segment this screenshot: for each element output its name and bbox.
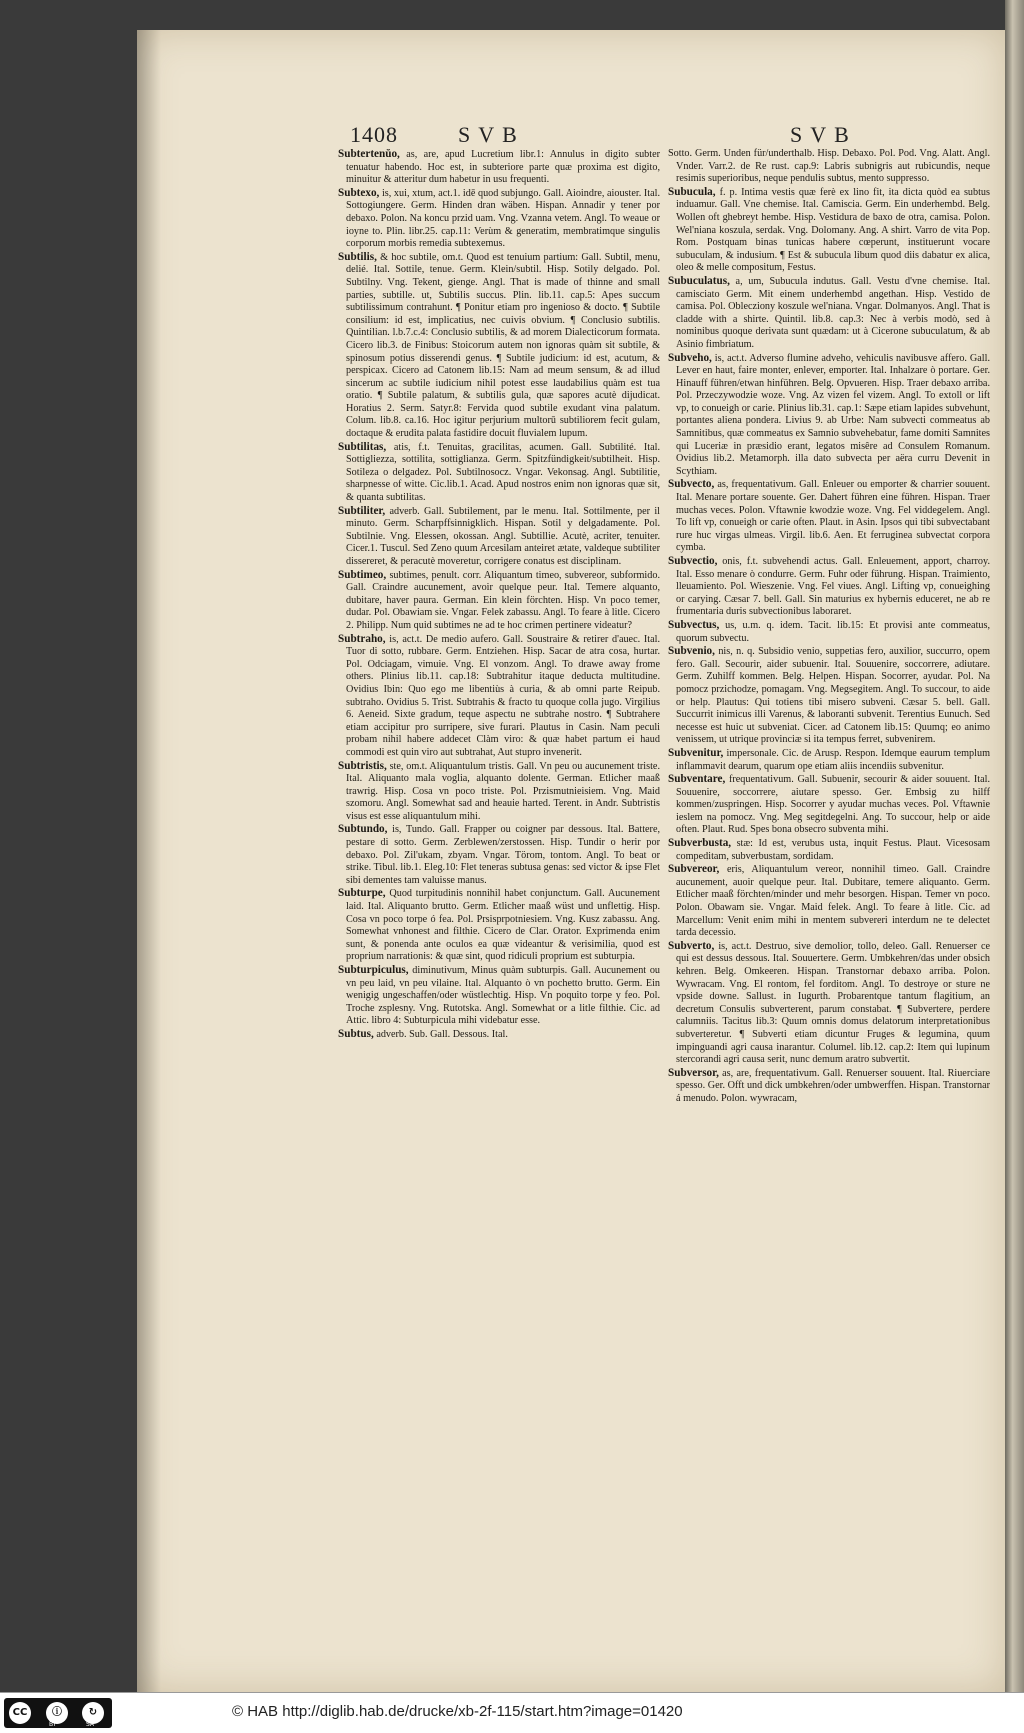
- spine-shadow: [137, 30, 161, 1692]
- entry-headword: Subtilis,: [338, 250, 377, 263]
- dictionary-entry: [668, 1067, 990, 1106]
- entry-text: onis, f.t. subvehendi actus. Gall. Enleuement, apport, charroy. Ital. Esso menare ò condurre. Germ. Fuhr oder führung. Hispan. Traimiento, lleuamiento. Pol. Wieszenie. Vng. Fel viues. Angl. Lifting vp, conueighing or carying. Cæsar 7. bell. Gall. Sin maturius ex hybernis educeret, ne ab re frumentaria duris subvectionibus laboraret.: [676, 556, 990, 618]
- source-credit-link[interactable]: © HAB http://diglib.hab.de/drucke/xb-2f-115/start.htm?image=01420: [232, 1703, 683, 1720]
- dictionary-entry: [338, 760, 660, 824]
- entry-text: adverb. Gall. Subtilement, par le menu. Ital. Sottilmente, per il minuto. Germ. Scharpffsinnigklich. Hispan. Sotil y delgadamente. Pol. Subtilnie. Vng. Elessen, okossan. Angl. Subtillie. Acutè, acriter, tenuiter. Cicer.1. Tuscul. Sed Zeno quum Arcesilam anteiret ætate, valdeque subtiliter dissereret, & peracutè moveretur, corrigere conatus est disciplinam.: [346, 505, 660, 567]
- share-alike-icon: ↻: [82, 1702, 104, 1724]
- dictionary-entry: [338, 887, 660, 964]
- entry-headword: Subtundo,: [338, 823, 388, 836]
- license-label-sa: SA: [86, 1721, 95, 1728]
- footer-bar: [0, 1692, 1024, 1733]
- entry-text: as, frequentativum. Gall. Enleuer ou emporter & charrier souuent. Ital. Menare portare souente. Ger. Dahert führen eine führen. Hispan. Traer muchas veces. Polon. Vftawnie kwodzie woze. Vng. Fel viddegelem. Angl. To lift vp, conueigh or carie often. Plaut. in Asin. Ipsos qui tibi subvectabant rure huc virgas ulmeas. Virgil. lib.6. Aen. Et ferruginea subvectat corpora cymba.: [676, 479, 990, 554]
- dictionary-entry: [668, 773, 990, 837]
- dictionary-entry: [338, 148, 660, 187]
- dictionary-entry: [668, 837, 990, 863]
- dictionary-entry: [668, 747, 990, 773]
- entry-text: is, xui, xtum, act.1. idē quod subjungo. Gall. Aioindre, aiouster. Ital. Sottogiungere. Germ. Hinden dran wäben. Hispan. Annadir y tener por debaxo. Polon. Na koncu przid uam. Vng. Vzanna vetem. Angl. To weaue or ioyne to. Plin. libr.25. cap.11: Verùm & generatim, membratimque singulis corporum morbis remedia subtexemus.: [346, 187, 660, 250]
- left-column: [338, 148, 660, 1380]
- entry-text: as, are, frequentativum. Gall. Renuerser souuent. Ital. Riuerciare spesso. Ger. Offt und dick umbkehren/oder umbwerffen. Hispan. Transtornar á menudo. Polon. wywracam,: [676, 1067, 990, 1104]
- entry-headword: Subverto,: [668, 939, 715, 952]
- entry-text: & hoc subtile, om.t. Quod est tenuium partium: Gall. Subtil, menu, delié. Ital. Sottile, tenue. Germ. Klein/subtil. Hisp. Sotily delgado. Pol. Subtilny. Vng. Tekent, gienge. Angl. That is made of thinne and small parties, subtille. ut, Subtilis succus. Plin. lib.11. cap.5: Apes succum subtilissimum contrahunt. ¶ Ponitur etiam pro ingenioso & docto. ¶ Subtile consilium: id est, implicatius, nec cuivis obvium. ¶ Conclusio subtilis. Quintilian. l.b.7.c.4: Conclusio subtilis, & ad morem Dialecticorum formata. Cicero lib.3. de Finibus: Stoicorum autem non ignoras quàm sit subtile, & spinosum potius disserendi genus. ¶ Subtile judicium: id est, acutum, & perspicax. Cicero ad Catonem lib.15: Nam ad meum sensum, & ad illud sincerum ac subtile iudicium nihil potest esse laudabilius quàm est tua oratio. ¶ Subtile palatum, & subtilis gula, quæ sapores acutè dijudicat. Horatius 2. Serm. Satyr.8: Fervida quod subtile exudant vina palatum. Colum. lib.8. ca.16. Hoc igitur perjurium multorū subtiliorem fecit gulam, doctaque & erudita palata fastidire docuit fluvialem lupum.: [346, 251, 660, 440]
- entry-text: frequentativum. Gall. Subuenir, secourir & aider souuent. Ital. Souuenire, soccorrere, aiutare spesso. Ger. Embsig zu hilff kommen/zuspringen. Hisp. Socorrer y ayudar muchas veces. Pol. Vftawnie ieslem na pomocz. Vng. Meg segitdegelni. Ang. To succour, help or aide often. Plaut. Rud. Spes bona obsecro subventa mihi.: [676, 774, 990, 836]
- entry-text: Sotto. Germ. Unden für/underthalb. Hisp. Debaxo. Pol. Pod. Vng. Alatt. Angl. Vnder. Varr.2. de Re rust. cap.9: Labris subnigris aut rubicundis, neque resimis superioribus, neque pendulis subtus, mento suppresso.: [668, 148, 990, 185]
- entry-text: f. p. Intima vestis quæ ferè ex lino fit, ita dicta quòd ea subtus induamur. Gall. Vne chemise. Ital. Camiscia. Germ. Ein underhembd. Belg. Wollen oft ghebreyt hembe. Hisp. Vestidura de baxo de otra, camisa. Polon. Wel'niana koszula, serdak. Vng. Dolomany. Ang. A shirt. Varro de vita Pop. Rom. Postquam binas tunicas habere cœperunt, instituerunt vocare subuculam, & indusium. ¶ Est & subucula libum quod diis dabatur ex alica, oleo & melle compositum, Festus.: [676, 186, 990, 274]
- license-badge[interactable]: [4, 1698, 112, 1728]
- entry-text: atis, f.t. Tenuitas, gracilitas, acumen. Gall. Subtilité. Ital. Sottigliezza, sottilita, sottiglianza. Germ. Spitzfündigkeit/subtilheit. Hisp. Sotileza o delgadez. Pol. Subtilnosocz. Vngar. Vekonsag. Angl. Subtilitie, sharpnesse of witte. Cic.lib.1. Acad. Apud nostros enim non ignoras quæ sit, & quanta subtilitas.: [346, 441, 660, 504]
- dictionary-entry: [668, 186, 990, 275]
- entry-text: diminutivum, Minus quàm subturpis. Gall. Aucunement ou vn peu laid, vn peu vilaine. Ital. Alquanto ò vn pochetto brutto. Germ. Ein wenigig ungeschaffen/oder wüstlechtig. Hisp. Vn poquito torpe y feo. Pol. Troche zsplesny. Vng. Rutotska. Angl. Somewhat or a litle filthie. Cic. ad Attic. libro 4: Subturpicula mihi videbatur esse.: [346, 965, 660, 1027]
- entry-headword: Subvecto,: [668, 478, 715, 491]
- entry-headword: Subuculatus,: [668, 274, 730, 287]
- entry-headword: Subvectio,: [668, 555, 718, 567]
- attribution-icon: ⓘ: [46, 1702, 68, 1724]
- dictionary-entry: [338, 569, 660, 633]
- dictionary-entry: [338, 964, 660, 1028]
- dictionary-entry: [338, 251, 660, 441]
- entry-headword: Subturpiculus,: [338, 964, 409, 976]
- dictionary-entry: [338, 505, 660, 569]
- right-column: [668, 148, 990, 1370]
- entry-text: eris, Aliquantulum vereor, nonnihil timeo. Gall. Craindre aucunement, auoir quelque peur. Ital. Dubitare, temere aliquanto. Germ. Etlicher maaß förchten/minder und mehr besorgen. Hispan. Temer vn poco. Polon. Obawam sie. Vngar. Maid felek. Angl. To feare à litle. Cic. ad Marcellum: Venit enim mihi in mentem subvereri interdum ne te delectet tarda decessio.: [676, 864, 990, 939]
- dictionary-entry: [668, 940, 990, 1067]
- license-label-by: BY: [49, 1721, 57, 1728]
- entry-headword: Subtristis,: [338, 759, 387, 772]
- page-number: 1408: [350, 122, 398, 147]
- entry-text: is, act.t. Adverso flumine adveho, vehiculis navibusve affero. Gall. Lever en haut, faire monter, enlever, emporter. Ital. Inhalzare ò portare. Ger. Hinauff führen/etwan hinführen. Belg. Opvueren. Hisp. Traer debaxo arriba. Pol. Przeczywodzie woze. Vng. Az vizen fel vizem. Angl. To extoll or lift vp, to conueigh or carie. Plinius lib.31. cap.1: Sæpe etiam lapides subvehunt, portantes aliena pondera. Livius 9. ab Urbe: Nam subvecti commeatus ab Samnitibus, quæ commeatus ex Samnio subvehebatur, fame domiti Samnites qui Luceriæ in præsidio erant, legatos misêre ad Consulem Romanum. Ovidius lib.2. Metamorph. illa dato subvecta per aëra curru Devenit in Scythiam.: [676, 352, 990, 477]
- entry-text: us, u.m. q. idem. Tacit. lib.15: Et provisi ante commeatus, quorum subvectu.: [676, 619, 990, 644]
- entry-text: is, act.t. De medio aufero. Gall. Soustraire & retirer d'auec. Ital. Tuor di sotto, rubbare. Germ. Entziehen. Hisp. Sacar de atra cosa, hurtar. Pol. Odciagam, vimuie. Vng. El vonzom. Angl. To drawe away frome others. Plinius lib.11. cap.18: Subtrahitur itaque deducta multitudine. Ovidius Ibin: Quo ego me libentiùs à curia, & ab omni parte Reipub. subtraho. Ovidius 5. Trist. Subtrahis & fracto tu quoque colla jugo. Virgilius 6. Aeneid. Sixte gradum, teque aspectu ne subtrahe nostro. ¶ Subtrahere etiam accipitur pro surripere, sive furari. Plautus in Casin. Nam peculi probam nihil habere addecet Clàm viro: & quæ habet partum ei haud commodi est quin viro aut subtrahat, Aut stupro invenerit.: [346, 633, 660, 758]
- entry-text: adverb. Sub. Gall. Dessous. Ital.: [376, 1028, 508, 1040]
- dictionary-entry: [668, 863, 990, 940]
- dictionary-entry: [668, 645, 990, 747]
- running-head-left: SVB: [458, 122, 525, 147]
- entry-text: ste, om.t. Aliquantulum tristis. Gall. Vn peu ou aucunement triste. Ital. Aliquanto mala voglia, alquanto dolente. German. Etlicher maaß trawrig. Hisp. Cosa vn poco triste. Pol. Przismutnieisiem. Vng. Maid szomoru. Angl. Somewhat sad and heauie harted. Terent. in Andr. Subtristis visus est esse aliquantulum mihi.: [346, 760, 660, 822]
- entry-text: as, are, apud Lucretium libr.1: Annulus in digito subter tenuatur habendo. Hoc est, in subteriore parte quæ proxima est digito, minuitur & atteritur dum habetur in usu frequenti.: [346, 149, 660, 186]
- entry-headword: Subvenitur,: [668, 746, 724, 759]
- dictionary-entry: [668, 352, 990, 479]
- entry-headword: Subtimeo,: [338, 568, 387, 581]
- page-edge: [1005, 0, 1024, 1692]
- dictionary-entry: [338, 823, 660, 887]
- entry-headword: Subvectus,: [668, 618, 720, 631]
- cc-icon: CC: [9, 1702, 31, 1724]
- entry-headword: Subturpe,: [338, 887, 386, 900]
- entry-headword: Subtilitas,: [338, 440, 387, 453]
- dictionary-entry: [668, 275, 990, 352]
- entry-headword: Subtraho,: [338, 632, 386, 645]
- entry-headword: Subversor,: [668, 1066, 719, 1079]
- entry-headword: Subtiliter,: [338, 504, 386, 517]
- entry-text: Quod turpitudinis nonnihil habet conjunctum. Gall. Aucunement laid. Ital. Aliquanto brutto. Germ. Etlicher maaß wüst und unflettig. Hisp. Cosa vn poco torpe ó fea. Pol. Prsisprpotniesiem. Vng. Kusz zabassu. Ang. Somewhat vnhonest and filthie. Cicero de Clar. Orator. Exprimenda enim sunt, & ponenda ante oculos ea quæ videantur & verisimilia, quod est proprium narrationis: & quæ sint, quod ridiculi proprium est subturpia.: [346, 888, 660, 963]
- dictionary-entry: [338, 633, 660, 760]
- entry-headword: Subtertenŭo,: [338, 148, 400, 160]
- entry-headword: Subvenio,: [668, 645, 715, 658]
- dictionary-entry: [668, 555, 990, 619]
- entry-text: stæ: Id est, verubus usta, inquit Festus. Plaut. Vicesosam compeditam, subverbustam, sordidam.: [676, 838, 990, 862]
- entry-text: impersonale. Cic. de Arusp. Respon. Idemque eaurum templum inflammavit dearum, quarum ope etiam aliis incendiis subvenitur.: [676, 747, 990, 772]
- dictionary-entry: [338, 1028, 660, 1042]
- entry-headword: Subveho,: [668, 351, 712, 364]
- dictionary-entry: [338, 187, 660, 251]
- entry-text: subtimes, penult. corr. Aliquantum timeo, subvereor, subformido. Gall. Craindre aucunement, avoir quelque peur. Ital. Temere alquanto, dubitare, haver paura. German. Ein klein förchten. Hisp. Vn poco temer, dudar. Pol. Obawiam sie. Vngar. Felek zabassu. Angl. To feare à litle. Cicero 2. Philipp. Num quid subtimes ne ad te hoc crimen pertinere videatur?: [346, 569, 660, 631]
- running-head-right: SVB: [790, 122, 857, 147]
- entry-headword: Subvereor,: [668, 863, 720, 876]
- entry-headword: Subventare,: [668, 773, 726, 786]
- dictionary-entry: [668, 148, 990, 186]
- entry-text: a, um, Subucula indutus. Gall. Vestu d'vne chemise. Ital. camisciato Germ. Mit einem underhembd angethan. Hisp. Vestido de camisa. Pol. Oblecziony koszule wel'niana. Vngar. Dolmanyos. Angl. That is cladde with a shirte. Quintil. lib.8. cap.3: Nec à verbis modò, sed à nominibus quoque derivata sunt quædam: ut à Cicerone subuculatum, & ab Asinio fimbriatum.: [676, 275, 990, 350]
- entry-headword: Subverbusta,: [668, 837, 732, 850]
- dictionary-entry: [668, 619, 990, 645]
- dictionary-entry: [338, 441, 660, 505]
- entry-headword: Subtexo,: [338, 186, 380, 199]
- entry-headword: Subtus,: [338, 1027, 374, 1040]
- entry-text: nis, n. q. Subsidio venio, suppetias fero, auxilior, succurro, opem fero. Gall. Secourir, aider subuenir. Ital. Souuenire, soccorrere, adiutare. Germ. Zuhilff kommen. Belg. Helpen. Hispan. Socorrer, ayudar. Pol. Na pomocz przichodze, pomagam. Vng. Megsegitem. Angl. To succour, to aide or help. Plautus: Qui totiens tibi misero subveni. Cæsar 5. bell. Gall. Succurrit inimicus illi Varenus, & laboranti subvenit. Terentius Eunuch. Sed necesse est huic ut subveniat. Cicer. ad Catonem lib.15: Quumq; eo animo venissem, ut utrique provinciæ si ita tempus ferret, subvenirem.: [676, 646, 990, 746]
- entry-text: is, Tundo. Gall. Frapper ou coigner par dessous. Ital. Battere, pestare di sotto. Germ. Zerblewen/zerstossen. Hisp. Tundir o herir por debaxo. Pol. Zil'ukam, zbyam. Vngar. Törom, tontom. Angl. To beat or strike. Tibul. lib.1. Eleg.10: Flet teneras subtusa genas: sed victor & ipse Flet sibi dementes tam valuisse manus.: [346, 824, 660, 886]
- dictionary-entry: [668, 478, 990, 555]
- entry-text: is, act.t. Destruo, sive demolior, tollo, deleo. Gall. Renuerser ce qui est dessus dessous. Ital. Souuertere. Germ. Umbkehren/das under obsich kehren. Belg. Omkeeren. Hispan. Transtornar debaxo arriba. Polon. Wywracam. Vng. El rontom, fel forditom. Angl. To destroye or sture ne vpside downe. Sallust. in Iugurth. Probarentque tantum flagitium, an decretum Consulis subverterent, parum constabat. ¶ Subvertere, perdere calumniis. Tacitus lib.3: Quum omnis domus delatorum interpretationibus subverteretur. ¶ Subverti etiam dicuntur Fruges & legumina, quum impinguandi agri causa inarantur. Columel. lib.12. cap.2: Item qui lupinum stercorandi agri causa serit, nunc demum aratro subvertit.: [676, 940, 990, 1066]
- entry-headword: Subucula,: [668, 185, 716, 198]
